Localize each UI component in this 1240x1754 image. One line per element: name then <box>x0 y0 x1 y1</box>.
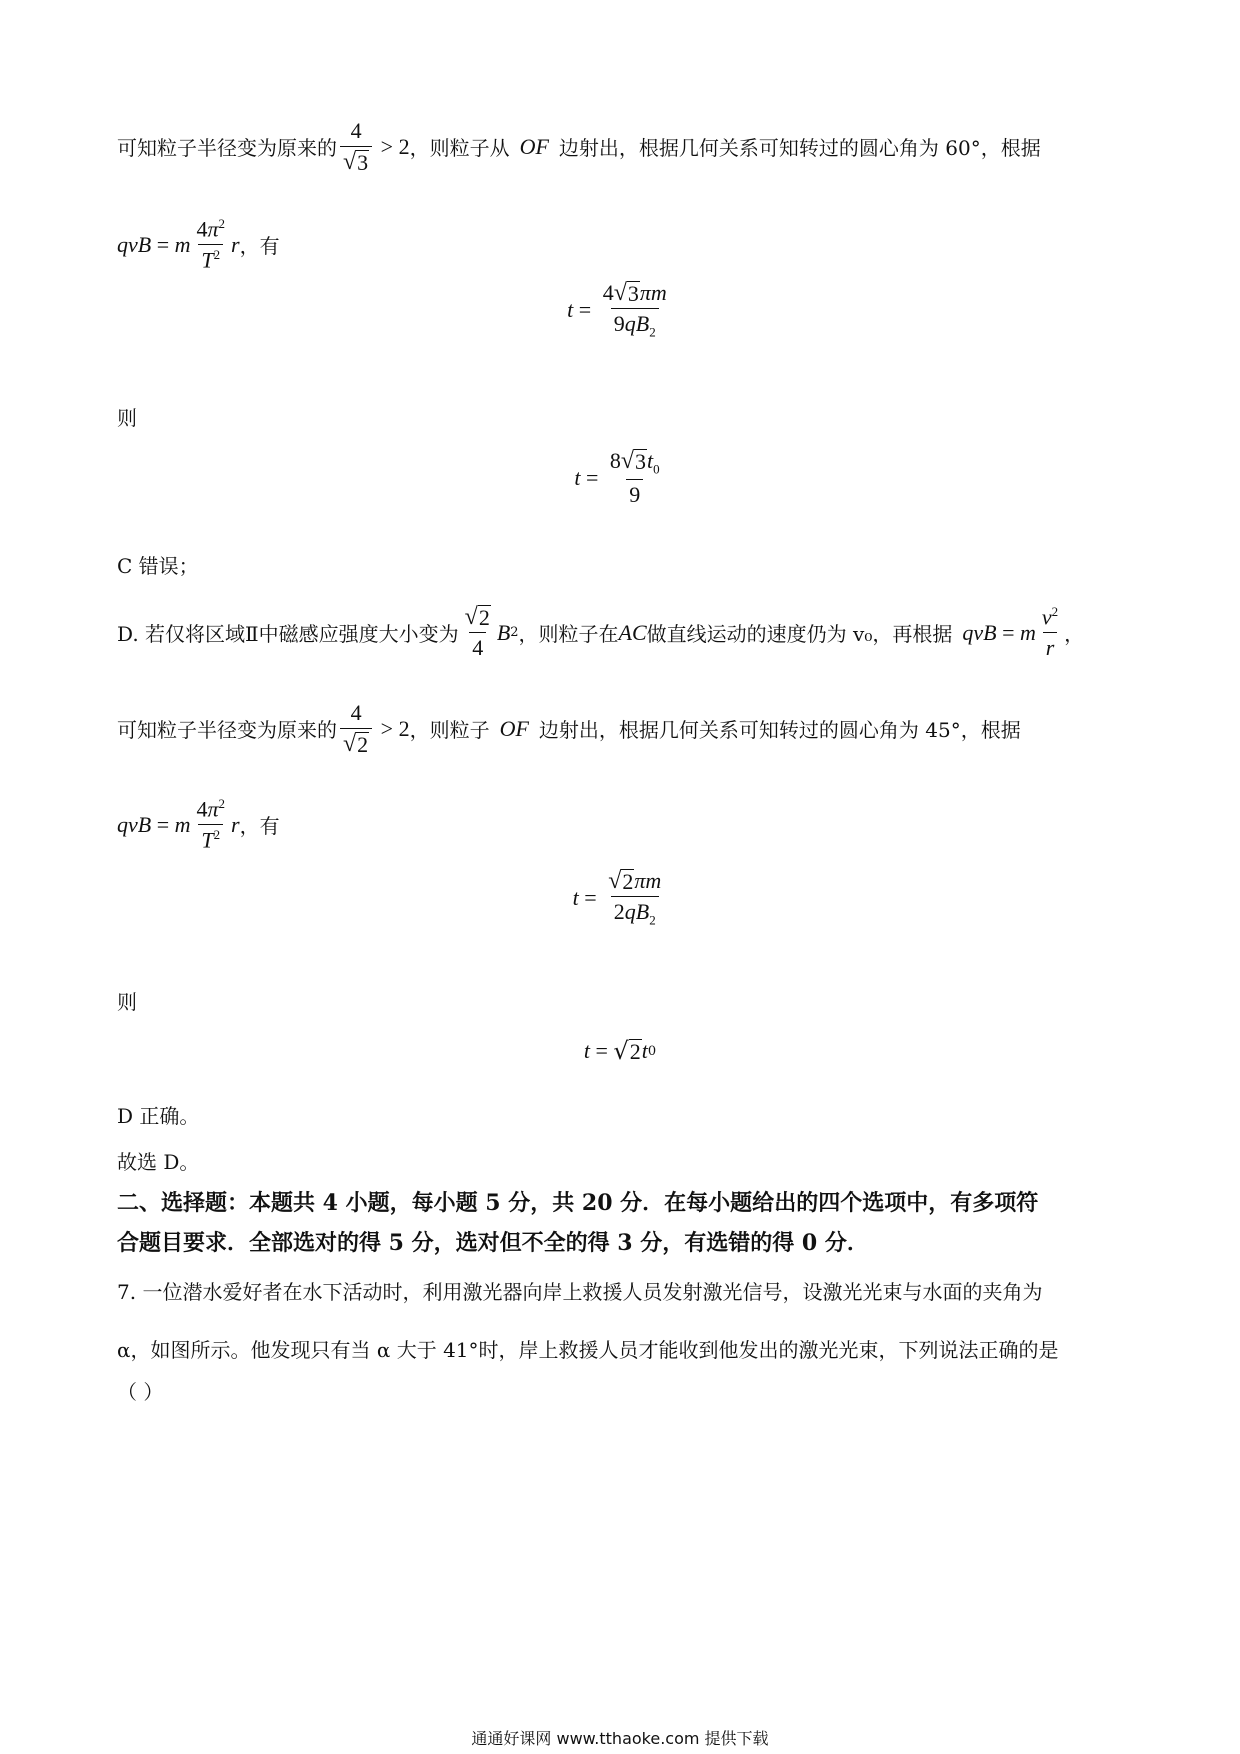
paragraph-option-d: D. 若仅将区域Ⅱ中磁感应强度大小变为 √ 2 4 B 2 ，则粒子在 AC 做直线运动的速度仍为 v₀，再根据 qvB = m $\frac{v^2}{r}$ ， <box>117 604 1085 661</box>
paragraph-radius-ratio-c: 可知粒子半径变为原来的 4 √ 3 > 2 ，则粒子从 OF 边射出，根据几何关系可知转过的圆心角为 60°，根据 <box>117 118 1041 175</box>
text: ，则粒子从 <box>409 136 510 160</box>
section-heading-line2: 合题目要求．全部选对的得 5 分，选对但不全的得 3 分，有选错的得 0 分． <box>117 1230 869 1256</box>
question-7-line1: 7. 一位潜水爱好者在水下活动时，利用激光器向岸上救援人员发射激光信号，设激光光束与水面的夹角为 <box>117 1280 1043 1304</box>
conclusion-d: D 正确。 <box>117 1104 200 1128</box>
text: ，则粒子在 <box>518 622 619 647</box>
fraction-sqrt2-over-4: √ 2 4 <box>464 604 490 661</box>
formula-t-d: t = √ 2 πm $2qB_2$ <box>572 868 662 928</box>
text: 可知粒子半径变为原来的 <box>117 136 337 160</box>
fraction-4-over-sqrt2: 4 √ 2 <box>340 700 372 757</box>
formula-lorentz-centripetal-2: qvB = m $\frac{4\pi^2}{T^2}$ r ，有 <box>117 796 280 853</box>
formula-t-c-result: t = 8 √ 3 $t_0$ 9 <box>574 448 660 508</box>
text: 边射出，根据几何关系可知转过的圆心角为 60°，根据 <box>558 136 1041 160</box>
label-then-1: 则 <box>117 406 137 430</box>
question-7-line2: α，如图所示。他发现只有当 α 大于 41°时，岸上救援人员才能收到他发出的激光光束，下列说法正确的是 <box>117 1338 1059 1362</box>
formula-t-c: t = 4 √ 3 πm $9qB_2$ <box>567 280 667 340</box>
question-7-answer-paren: （ ） <box>117 1380 164 1404</box>
fraction-4-over-sqrt3: 4 √ 3 <box>340 118 372 175</box>
footer-source: 通通好课网 www.tthaoke.com 提供下载 <box>471 1729 769 1748</box>
edge-label: OF <box>519 133 549 159</box>
text: ，则粒子 <box>409 718 490 742</box>
text: ，有 <box>239 814 280 839</box>
text: 可知粒子半径变为原来的 <box>117 718 337 742</box>
label-then-2: 则 <box>117 990 137 1014</box>
text: 边射出，根据几何关系可知转过的圆心角为 45°，根据 <box>538 718 1021 742</box>
formula-t-d-result: t = √ 2 t 0 <box>583 1037 657 1066</box>
paragraph-radius-ratio-d: 可知粒子半径变为原来的 4 √ 2 > 2 ，则粒子 OF 边射出，根据几何关系可知转过的圆心角为 45°，根据 <box>117 700 1021 757</box>
answer-choice: 故选 D。 <box>117 1150 200 1174</box>
section-heading-line1: 二、选择题：本题共 4 小题，每小题 5 分，共 20 分．在每小题给出的四个选项中，有多项符 <box>117 1190 1039 1216</box>
formula-lorentz-centripetal: qvB = m $\frac{4\pi^2}{T^2}$ r ，有 <box>117 216 280 273</box>
edge-label: OF <box>499 715 529 741</box>
text: 做直线运动的速度仍为 v₀，再根据 <box>646 622 953 647</box>
text: ，有 <box>239 234 280 259</box>
conclusion-c: C 错误； <box>117 554 199 578</box>
text: D. 若仅将区域Ⅱ中磁感应强度大小变为 <box>117 622 459 647</box>
